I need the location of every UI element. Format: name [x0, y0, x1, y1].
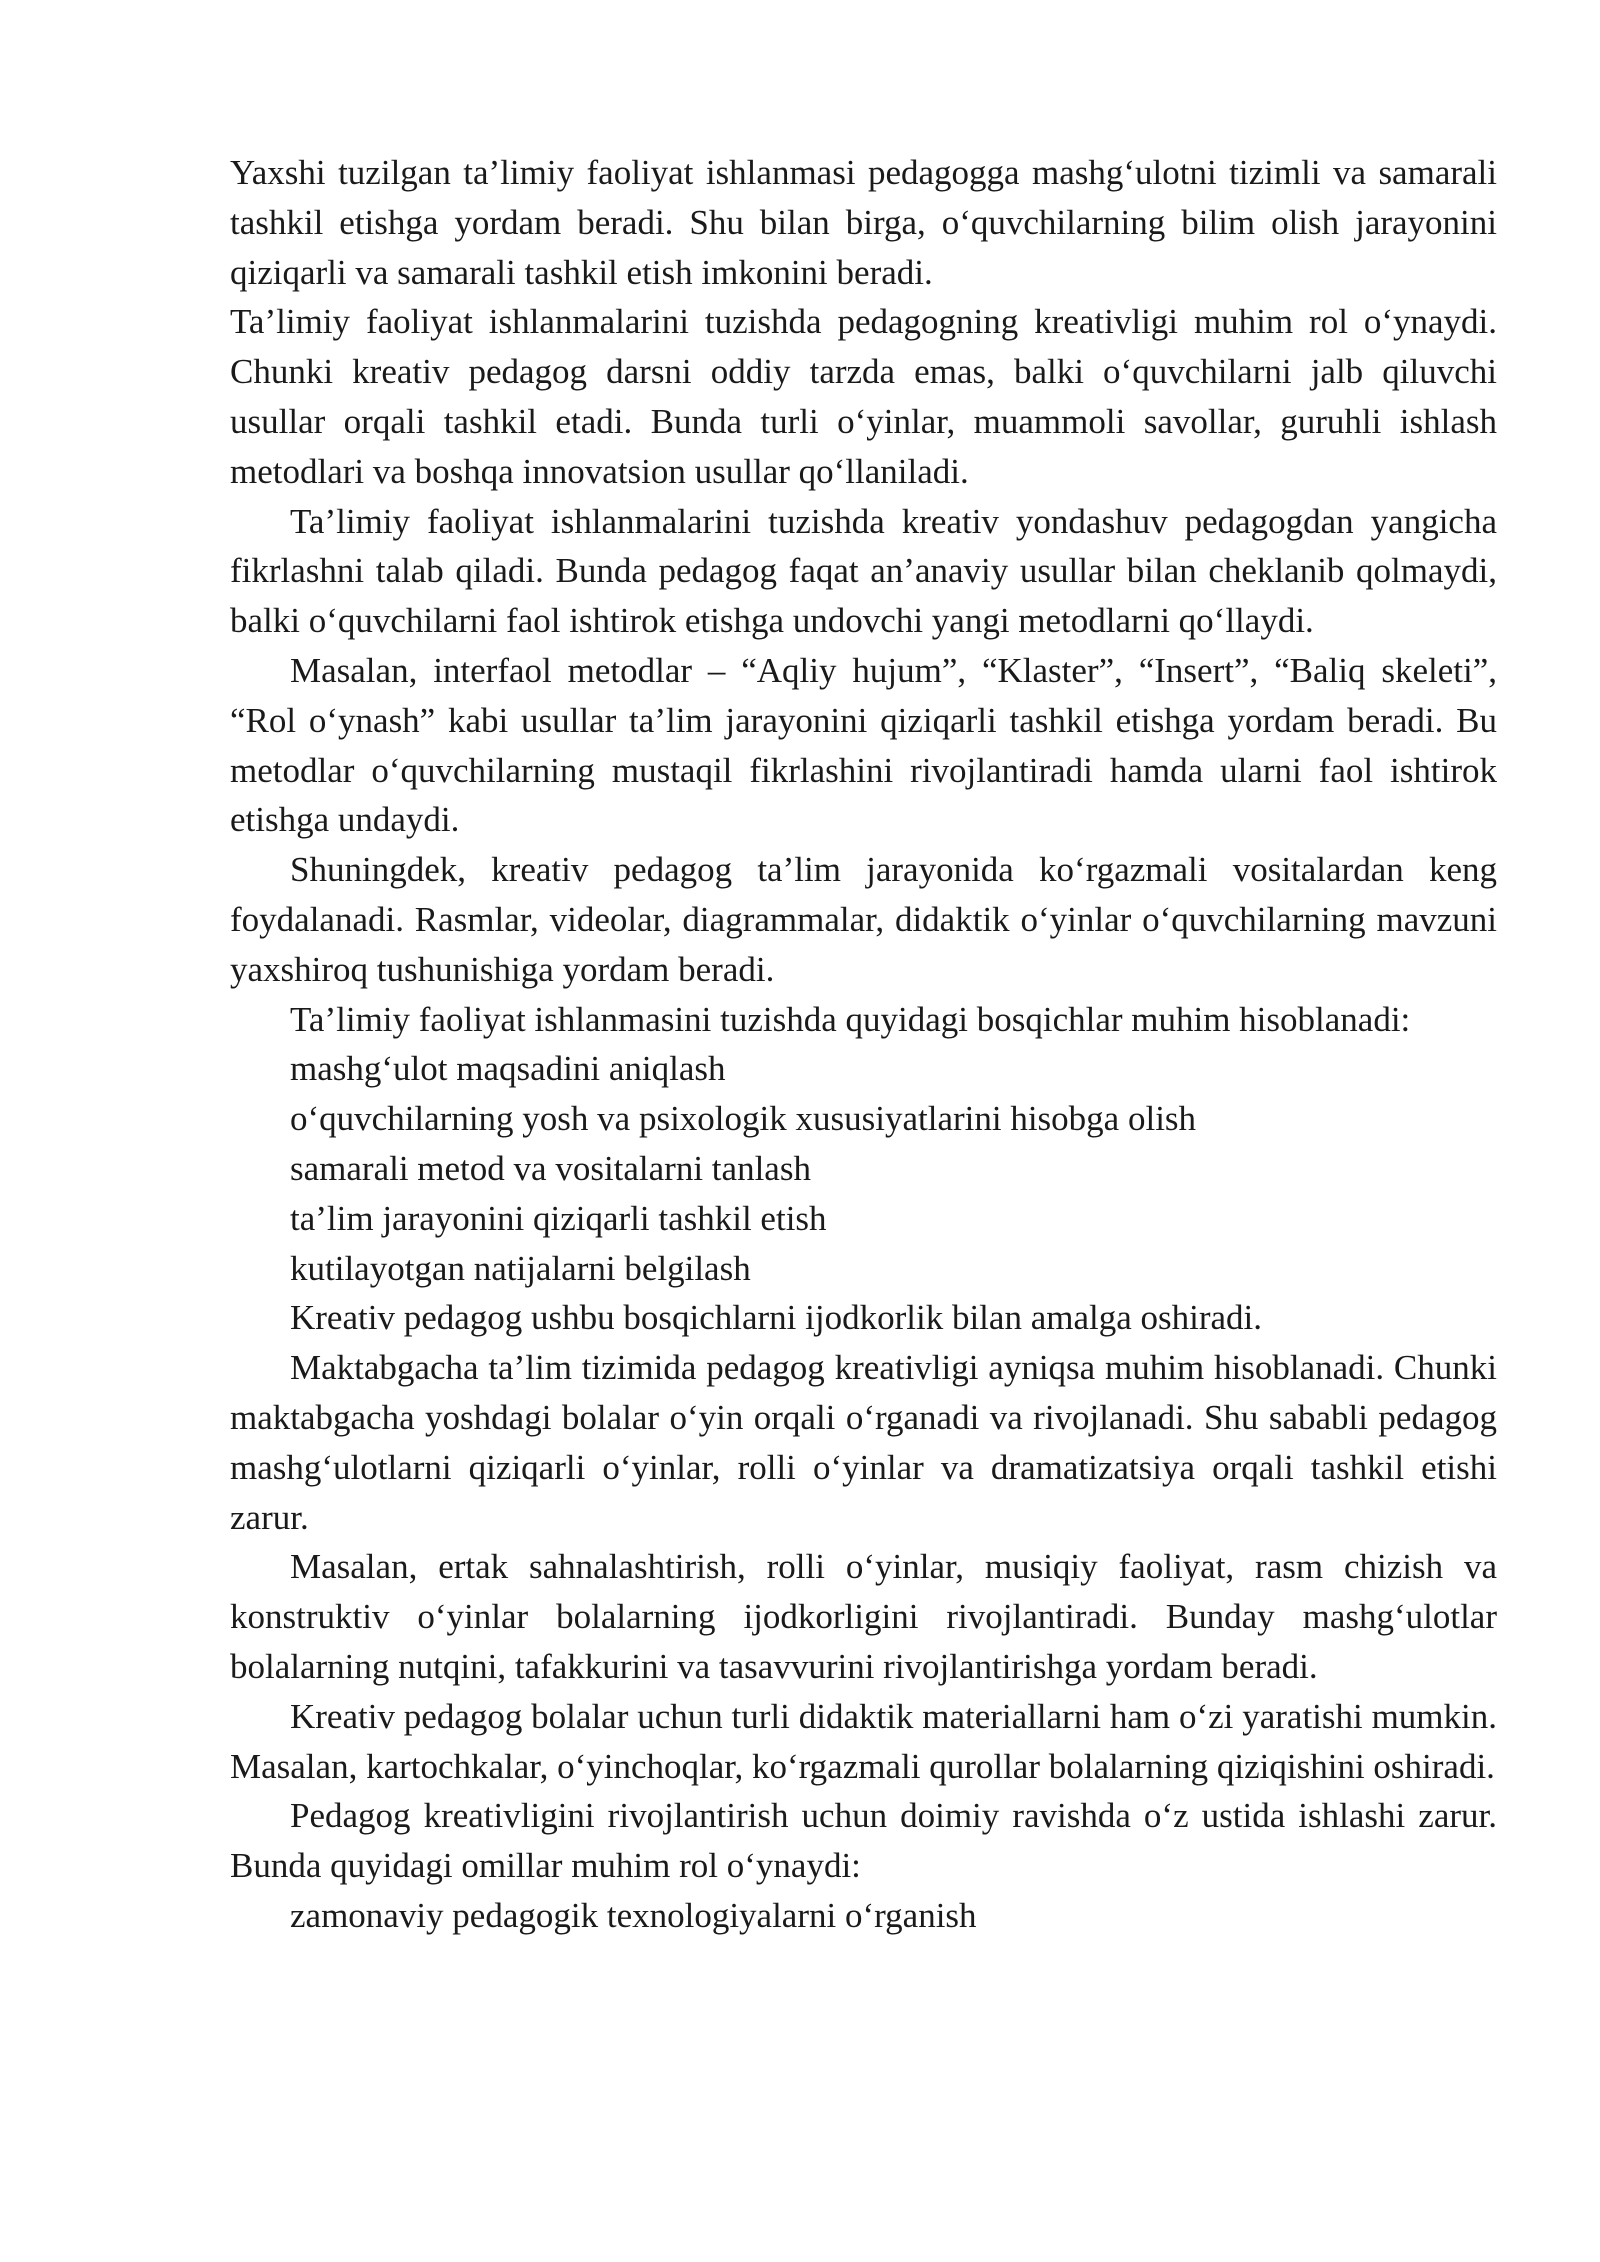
paragraph: Yaxshi tuzilgan ta’limiy faoliyat ishlanmasi pedagogga mashg‘ulotni tizimli va samarali tashkil etishga yordam beradi. Shu bilan birga, o‘quvchilarning bilim olish jarayonini qiziqarli va samarali tashkil etish imkonini beradi. [230, 153, 1497, 292]
list-item: Kreativ pedagog ushbu bosqichlarni ijodkorlik bilan amalga oshiradi. [290, 1298, 1263, 1338]
list-item: ta’lim jarayonini qiziqarli tashkil etish [290, 1198, 827, 1238]
factors-list [230, 1891, 1497, 1941]
paragraph: Ta’limiy faoliyat ishlanmalarini tuzishda pedagogning kreativligi muhim rol o‘ynaydi. Chunki kreativ pedagog darsni oddiy tarzda emas, balki o‘quvchilarni jalb qiluvchi usullar orqali tashkil etadi. Bunda turli o‘yinlar, muammoli savollar, guruhli ishlash metodlari va boshqa innovatsion usullar qo‘llaniladi. [230, 302, 1497, 491]
document-page [230, 148, 1497, 1941]
paragraph: Kreativ pedagog bolalar uchun turli didaktik materiallarni ham o‘zi yaratishi mumkin. Masalan, kartochkalar, o‘yinchoqlar, ko‘rgazmali qurollar bolalarning qiziqishini oshiradi. [230, 1696, 1497, 1786]
paragraph: Ta’limiy faoliyat ishlanmalarini tuzishda kreativ yondashuv pedagogdan yangicha fikrlashni talab qiladi. Bunda pedagog faqat an’anaviy usullar bilan cheklanib qolmaydi, balki o‘quvchilarni faol ishtirok etishga undovchi yangi metodlarni qo‘llaydi. [230, 501, 1497, 641]
list-item: samarali metod va vositalarni tanlash [290, 1148, 811, 1188]
paragraph: Maktabgacha ta’lim tizimida pedagog kreativligi ayniqsa muhim hisoblanadi. Chunki maktabgacha yoshdagi bolalar o‘yin orqali o‘rganadi va rivojlanadi. Shu sababli pedagog mashg‘ulotlarni qiziqarli o‘yinlar, rolli o‘yinlar va dramatizatsiya orqali tashkil etishi zarur. [230, 1348, 1497, 1537]
list-item: o‘quvchilarning yosh va psixologik xususiyatlarini hisobga olish [290, 1099, 1197, 1139]
stages-list [230, 1044, 1497, 1343]
list-item: zamonaviy pedagogik texnologiyalarni o‘rganish [290, 1895, 977, 1935]
paragraph: Masalan, ertak sahnalashtirish, rolli o‘yinlar, musiqiy faoliyat, rasm chizish va konstruktiv o‘yinlar bolalarning ijodkorligini rivojlantiradi. Bunday mashg‘ulotlar bolalarning nutqini, tafakkurini va tasavvurini rivojlantirishga yordam beradi. [230, 1547, 1497, 1686]
paragraph: Masalan, interfaol metodlar – “Aqliy hujum”, “Klaster”, “Insert”, “Baliq skeleti”, “Rol o‘ynash” kabi usullar ta’lim jarayonini qiziqarli tashkil etishga yordam beradi. Bu metodlar o‘quvchilarning mustaqil fikrlashini rivojlantiradi hamda ularni faol ishtirok etishga undaydi. [230, 650, 1497, 840]
paragraph: Pedagog kreativligini rivojlantirish uchun doimiy ravishda o‘z ustida ishlashi zarur. Bunda quyidagi omillar muhim rol o‘ynaydi: [230, 1796, 1497, 1886]
paragraph: Ta’limiy faoliyat ishlanmasini tuzishda quyidagi bosqichlar muhim hisoblanadi: [290, 999, 1411, 1039]
paragraph: Shuningdek, kreativ pedagog ta’lim jarayonida ko‘rgazmali vositalardan keng foydalanadi. Rasmlar, videolar, diagrammalar, didaktik o‘yinlar o‘quvchilarning mavzuni yaxshiroq tushunishiga yordam beradi. [230, 850, 1497, 989]
list-item: kutilayotgan natijalarni belgilash [290, 1248, 751, 1288]
list-item: mashg‘ulot maqsadini aniqlash [290, 1049, 726, 1089]
